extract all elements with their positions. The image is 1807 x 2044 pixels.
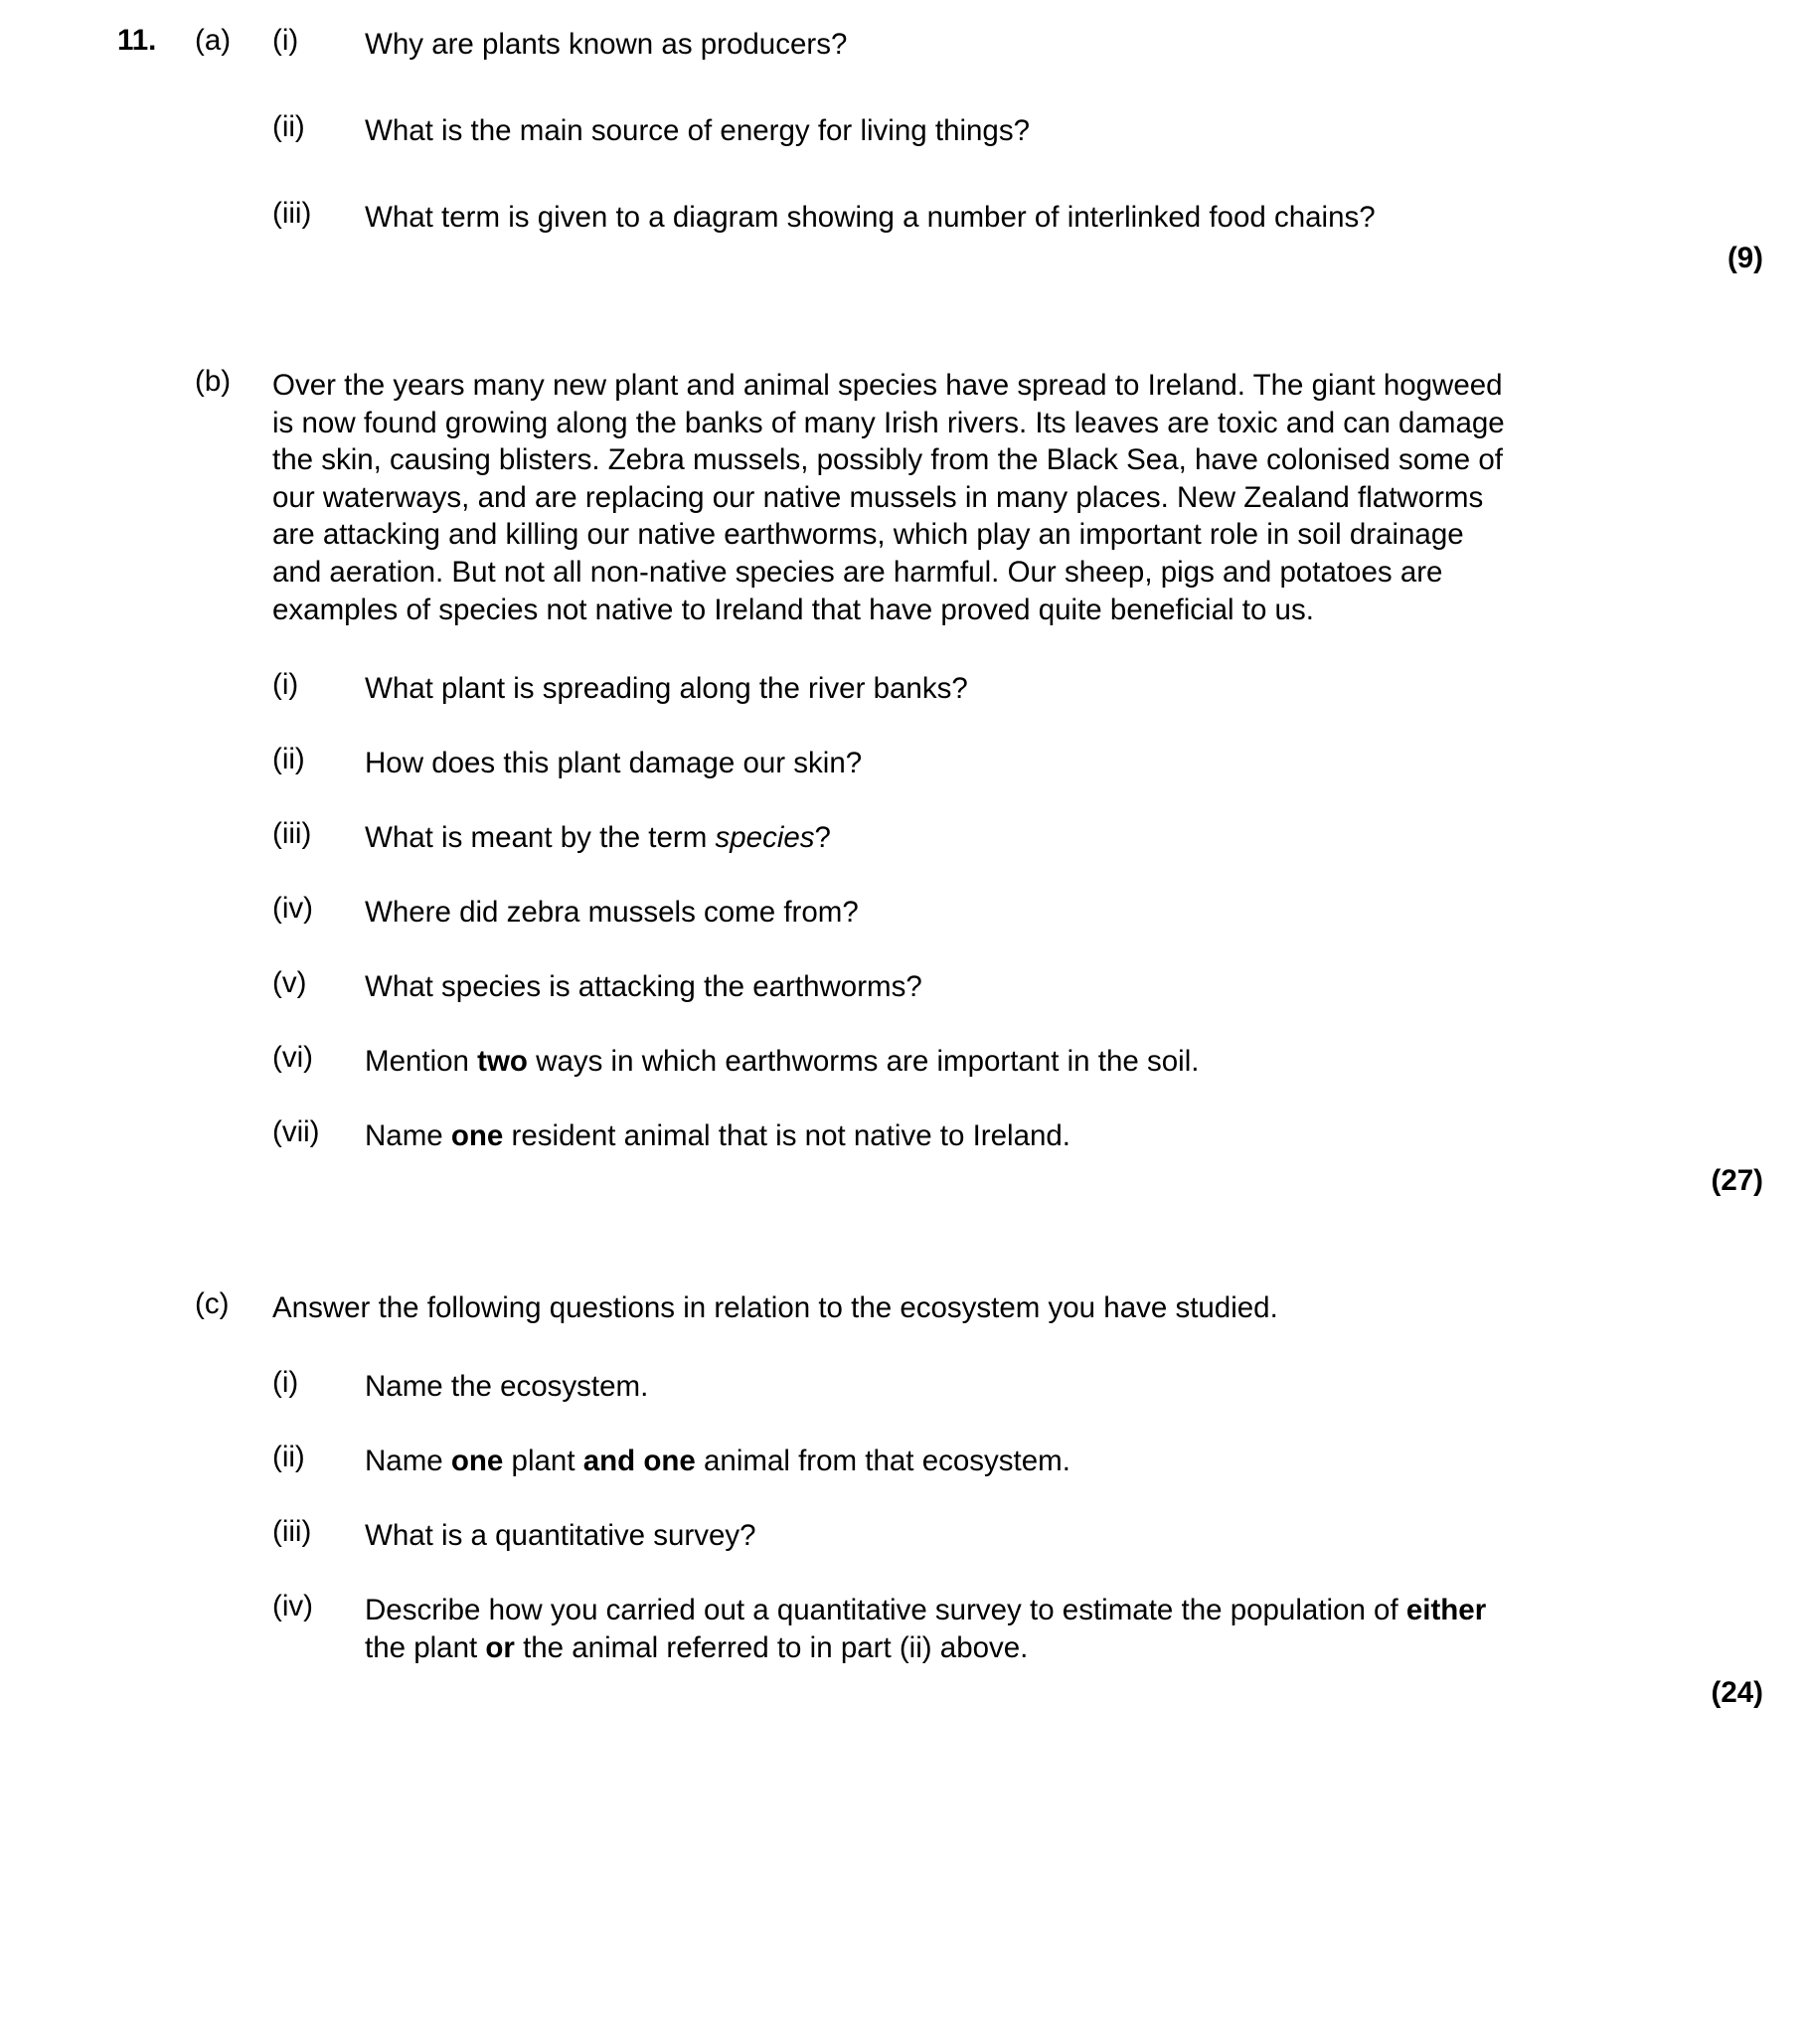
- passage-line: are attacking and killing our native earthworms, which play an important role in soil drainage: [272, 518, 1464, 552]
- spacer: [20, 931, 1787, 968]
- spacer: [20, 1554, 1787, 1592]
- part-b-text-i: What plant is spreading along the river banks?: [365, 672, 968, 706]
- question-b-item-iv: [20, 894, 1787, 931]
- part-b-text-vii-after: resident animal that is not native to Ireland.: [503, 1119, 1070, 1153]
- question-b-item-vii: [20, 1117, 1787, 1154]
- marks-part-a: (9): [1726, 242, 1763, 274]
- question-a-item-iii: [20, 199, 1787, 236]
- part-b-text-ii: How does this plant damage our skin?: [365, 747, 863, 780]
- part-c-text-ii: [365, 1443, 1787, 1479]
- part-b-text-vi-after: ways in which earthworms are important in the soil.: [527, 1045, 1200, 1079]
- part-b-bold-two: two: [477, 1045, 528, 1079]
- spacer: [20, 1405, 1787, 1443]
- part-a-roman-i: (i): [272, 24, 299, 57]
- spacer: [20, 628, 1787, 670]
- spacer: [20, 63, 1787, 112]
- question-b-item-vi: [20, 1043, 1787, 1080]
- spacer: [20, 1005, 1787, 1043]
- part-b-text-vi: [365, 1043, 1787, 1080]
- spacer: [20, 1479, 1787, 1517]
- question-b-item-v: [20, 968, 1787, 1005]
- spacer: [20, 1198, 1787, 1289]
- part-b-text-iv: Where did zebra mussels come from?: [365, 896, 859, 930]
- part-b-bold-one: one: [450, 1119, 504, 1153]
- marks-part-c: (24): [1711, 1676, 1763, 1710]
- part-a-text-i: Why are plants known as producers?: [365, 28, 848, 61]
- part-letter-c: (c): [195, 1287, 230, 1321]
- question-c-item-ii: [20, 1443, 1787, 1479]
- part-a-roman-iii: (iii): [272, 197, 312, 230]
- part-b-roman-ii: (ii): [272, 743, 305, 776]
- part-c-text-iv-l2-before: the plant: [365, 1630, 486, 1664]
- part-c-text-ii-before: Name: [365, 1445, 451, 1478]
- question-a-item-i: [20, 26, 1787, 63]
- part-c-roman-i: (i): [272, 1366, 299, 1400]
- part-b-text-v: What species is attacking the earthworms?: [365, 970, 922, 1004]
- question-b-item-iii: [20, 819, 1787, 856]
- part-c-roman-ii: (ii): [272, 1441, 305, 1474]
- passage-line: is now found growing along the banks of many Irish rivers. Its leaves are toxic and can damage: [272, 406, 1505, 439]
- part-b-roman-iii: (iii): [272, 817, 312, 851]
- question-b-item-i: [20, 670, 1787, 707]
- part-c-text-iv-l2-after: the animal referred to in part (ii) above.: [514, 1630, 1029, 1664]
- part-c-roman-iii: (iii): [272, 1515, 312, 1549]
- part-c-text-iv: [365, 1592, 1787, 1666]
- passage-line: our waterways, and are replacing our native mussels in many places. New Zealand flatworms: [272, 480, 1484, 514]
- part-b-roman-i: (i): [272, 668, 299, 702]
- part-a-text-ii: What is the main source of energy for living things?: [365, 114, 1030, 147]
- part-b-text-iii-before: What is meant by the term: [365, 821, 716, 855]
- question-a-item-ii: [20, 112, 1787, 149]
- part-c-bold-or: or: [485, 1630, 515, 1664]
- passage-line: and aeration. But not all non-native species are harmful. Our sheep, pigs and potatoes are: [272, 555, 1443, 589]
- marks-part-b: (27): [1711, 1164, 1763, 1198]
- question-c-item-i: [20, 1368, 1787, 1405]
- part-b-roman-v: (v): [272, 966, 307, 1000]
- spacer: [20, 781, 1787, 819]
- part-c-text-i: Name the ecosystem.: [365, 1370, 649, 1404]
- spacer: [20, 1666, 1787, 1676]
- spacer: [20, 149, 1787, 199]
- part-b-text-iii: [365, 819, 1787, 856]
- part-c-text-ii-mid: plant: [503, 1445, 583, 1478]
- spacer: [20, 856, 1787, 894]
- part-c-intro-text: Answer the following questions in relation to the ecosystem you have studied.: [272, 1291, 1278, 1325]
- part-c-text-ii-after: animal from that ecosystem.: [695, 1445, 1070, 1478]
- question-c-intro: [20, 1289, 1787, 1326]
- part-b-text-iii-after: ?: [814, 821, 831, 855]
- part-b-text-vii-before: Name: [365, 1119, 451, 1153]
- part-b-roman-vi: (vi): [272, 1041, 313, 1075]
- spacer: [20, 1154, 1787, 1164]
- question-c-item-iii: [20, 1517, 1787, 1554]
- part-c-text-iv-l1-before: Describe how you carried out a quantitative survey to estimate the population of: [365, 1594, 1406, 1627]
- part-letter-a: (a): [195, 24, 232, 57]
- part-c-bold-and-one: and one: [582, 1445, 696, 1478]
- part-a-roman-ii: (ii): [272, 110, 305, 143]
- part-c-bold-either: either: [1405, 1594, 1487, 1627]
- question-b-passage: [20, 367, 1787, 628]
- part-c-text-iv-line1: [365, 1592, 1777, 1629]
- question-number: [20, 26, 195, 56]
- part-b-text-vii: [365, 1117, 1787, 1154]
- spacer: [20, 707, 1787, 745]
- part-c-text-iv-line2: [365, 1629, 1777, 1667]
- spacer: [20, 275, 1787, 367]
- part-b-roman-iv: (iv): [272, 892, 313, 926]
- part-b-roman-vii: (vii): [272, 1115, 320, 1149]
- part-b-italic-species: species: [715, 821, 815, 855]
- passage-line: the skin, causing blisters. Zebra mussels, possibly from the Black Sea, have colonised some of: [272, 443, 1503, 477]
- spacer: [20, 1326, 1787, 1368]
- part-c-text-iii: What is a quantitative survey?: [365, 1519, 756, 1553]
- part-letter-b: (b): [195, 365, 232, 398]
- question-b-item-ii: [20, 745, 1787, 781]
- part-c-bold-one: one: [450, 1445, 504, 1478]
- part-a-text-iii: What term is given to a diagram showing a number of interlinked food chains?: [365, 201, 1376, 234]
- passage-line: Over the years many new plant and animal species have spread to Ireland. The giant hogweed: [272, 369, 1503, 402]
- part-c-roman-iv: (iv): [272, 1590, 313, 1623]
- part-b-text-vi-before: Mention: [365, 1045, 478, 1079]
- question-number-text: 11.: [117, 24, 157, 57]
- part-b-passage: [272, 367, 1787, 628]
- spacer: [20, 1080, 1787, 1117]
- question-c-item-iv: [20, 1592, 1787, 1666]
- passage-line: examples of species not native to Ireland that have proved quite beneficial to us.: [272, 593, 1314, 626]
